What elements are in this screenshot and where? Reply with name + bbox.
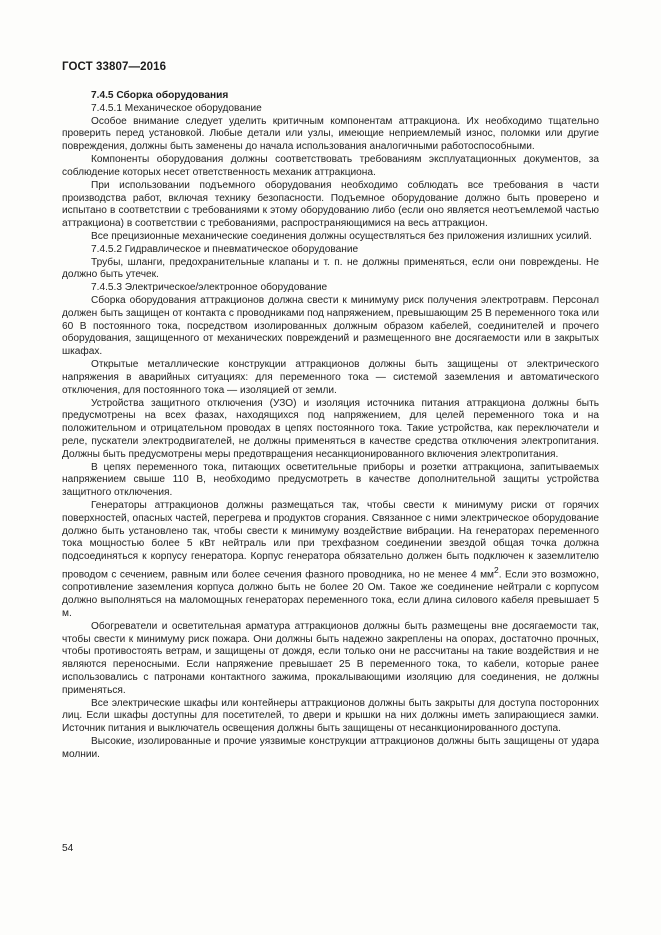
paragraph: Все электрические шкафы или контейнеры аттракционов должны быть закрыты для доступа посторонних лиц. Если шкафы доступны для посетителей, то двери и крышки на них должны иметь запирающиеся замки. Источник питания и выключатель освещения должны быть защищены от несанкционированного доступа. <box>62 697 599 735</box>
document-header: ГОСТ 33807—2016 <box>62 61 167 73</box>
paragraph: Сборка оборудования аттракционов должна свести к минимуму риск получения электротравм. Персонал должен быть защищен от контакта с проводниками под напряжением, превышающим 25 В переменного тока или 60 В постоянного тока, посредством изолированных должным образом кабелей, соединителей и прочего оборудования, защищенного от механических повреждений и размещенного вне досягаемости или в закрытых шкафах. <box>62 295 599 358</box>
page-number: 54 <box>62 843 74 854</box>
paragraph: В цепях переменного тока, питающих осветительные приборы и розетки аттракциона, запитываемых напряжением свыше 110 В, необходимо предусмотреть в качестве дополнительной защиты устройства защитного отключения. <box>62 461 599 499</box>
paragraph: Особое внимание следует уделить критичным компонентам аттракциона. Их необходимо тщательно проверить перед установкой. Любые детали или узлы, имеющие неприемлемый износ, поломки или другие повреждения, должны быть заменены до начала использования аналогичными работоспособными. <box>62 115 599 153</box>
subsection-heading-7-4-5-1: 7.4.5.1 Механическое оборудование <box>91 102 262 114</box>
subsection-heading-7-4-5-3: 7.4.5.3 Электрическое/электронное оборудование <box>91 282 328 294</box>
paragraph: Устройства защитного отключения (УЗО) и изоляция источника питания аттракциона должны быть предусмотрены на всех фазах, находящихся под напряжением, для целей переменного тока и на положительном и отрицательном проводах в цепях постоянного тока. Такие устройства, как переключатели и реле, пускатели электродвигателей, не должны применяться в качестве средства отключения электропитания. Должны быть предусмотрены меры предотвращения несанкционированного включения электропитания. <box>62 397 599 460</box>
paragraph: Компоненты оборудования должны соответствовать требованиям эксплуатационных документов, за соблюдение которых несет ответственность механик аттракциона. <box>62 154 599 178</box>
section-heading-7-4-5: 7.4.5 Сборка оборудования <box>91 90 229 101</box>
paragraph: Открытые металлические конструкции аттракционов должны быть защищены от электрического напряжения в аварийных ситуациях: для переменного тока — системой заземления и автоматического отключения, для постоянного тока — изоляцией от земли. <box>62 359 599 396</box>
subsection-heading-7-4-5-2: 7.4.5.2 Гидравлическое и пневматическое оборудование <box>91 243 359 255</box>
paragraph-text: Генераторы аттракционов должны размещаться так, чтобы свести к минимуму риски от горячих поверхностей, опасных частей, перегрева и продуктов сгорания. Связанное с ними электрическое оборудование должно быть установлено так, чтобы свести к минимуму воздействие вибрации. На генераторах переменного тока мощностью более 5 кВт нейтраль или при трехфазном соединении звездой общая точка должна подсоединяться к корпусу генератора. Корпус генератора обязательно должен быть подключен к заземлителю проводом с сечением, равным или более сечения фазного проводника, но не менее 4 мм <box>62 500 599 581</box>
paragraph: Все прецизионные механические соединения должны осуществляться без приложения излишних усилий. <box>91 230 592 242</box>
superscript-2: 2 <box>494 565 499 576</box>
paragraph: Высокие, изолированные и прочие уязвимые конструкции аттракционов должны быть защищены от удара молнии. <box>62 736 599 760</box>
paragraph: Трубы, шланги, предохранительные клапаны и т. п. не должны применяться, если они повреждены. Не должно быть утечек. <box>62 256 599 281</box>
paragraph: Обогреватели и осветительная арматура аттракционов должны быть размещены вне досягаемости так, чтобы свести к минимуму риск пожара. Они должны быть надежно закреплены на опорах, достаточно прочных, чтобы противостоять ветрам, и защищены от дождя, если только они не рассчитаны на такие воздействия и не являются переносными. Если напряжение превышает 25 В переменного тока, то кабели, которые ранее использовались с патронами контактного зажима, прокалывающими изоляцию для соединения, не должны применяться. <box>62 620 599 696</box>
document-body <box>62 90 599 762</box>
paragraph: При использовании подъемного оборудования необходимо соблюдать все требования в части производства работ, включая технику безопасности. Подъемное оборудование должно быть проверено и испытано в соответствии с требованиями к этому оборудованию либо (если оно является неотъемлемой частью аттракциона) в соответствии с требованиями, распространяющимися на весь аттракцион. <box>62 179 599 230</box>
paragraph-text: . Если это возможно, сопротивление заземления корпуса должно быть не более 20 Ом. Такое же соединение нейтрали с корпусом должно выполняться на маломощных генераторах переменного тока, если длина силового кабеля превышает 5 м. <box>62 569 600 619</box>
paragraph-generators <box>62 500 599 621</box>
